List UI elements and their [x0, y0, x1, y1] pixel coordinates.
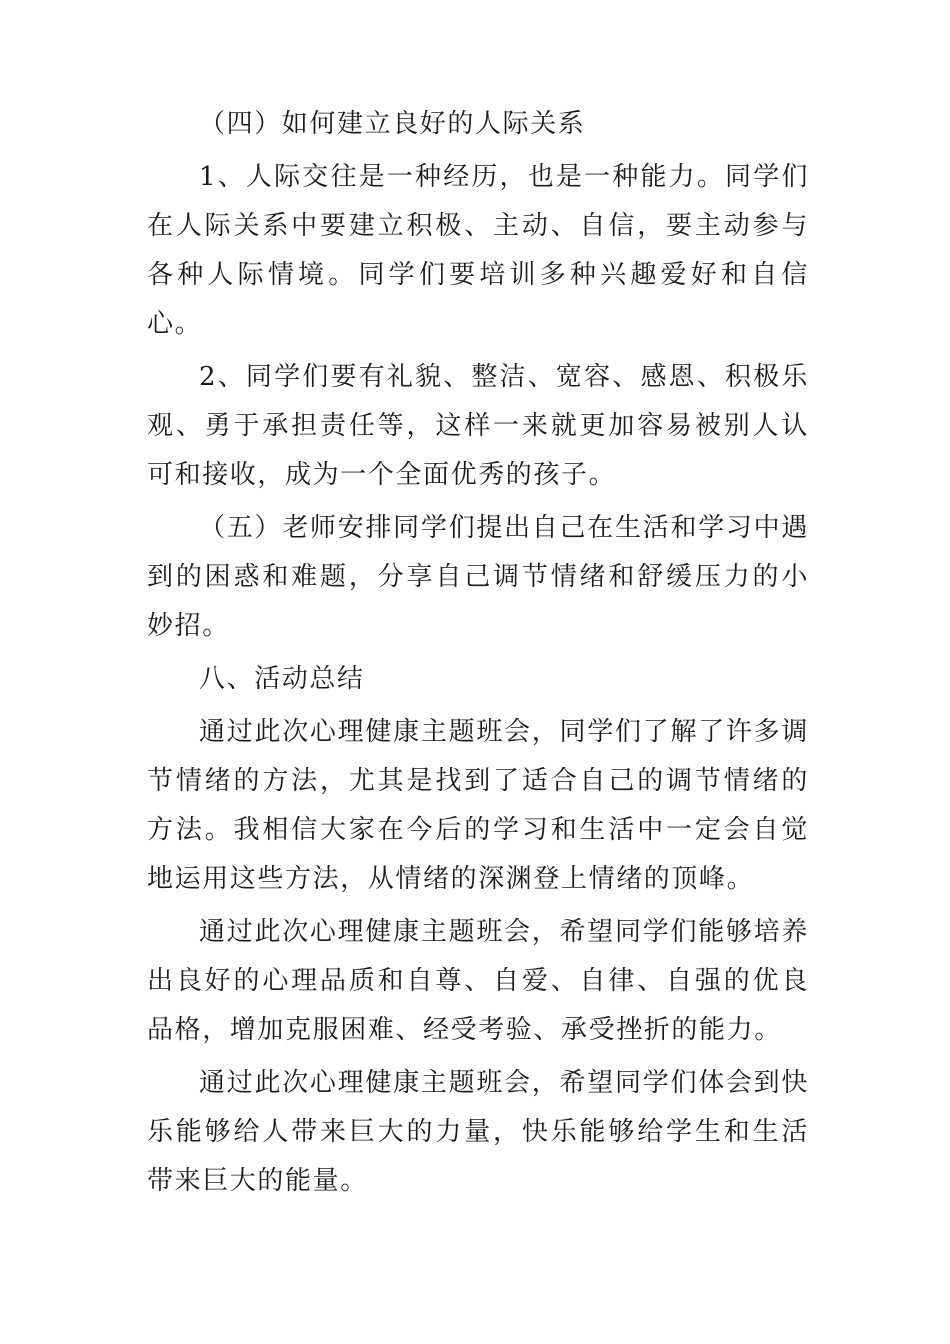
paragraph-2: 2、同学们要有礼貌、整洁、宽容、感恩、积极乐观、勇于承担责任等，这样一来就更加容易被别人认可和接收，成为一个全面优秀的孩子。: [147, 362, 809, 490]
summary-paragraph-3: 通过此次心理健康主题班会，希望同学们体会到快乐能够给人带来巨大的力量，快乐能够给学生和生活带来巨大的能量。: [147, 1068, 809, 1196]
section-heading-8: 八、活动总结: [199, 664, 365, 694]
document-body: [147, 100, 809, 1210]
paragraph-1: 1、人际交往是一种经历，也是一种能力。同学们在人际关系中要建立积极、主动、自信，要主动参与各种人际情境。同学们要培训多种兴趣爱好和自信心。: [147, 162, 809, 339]
section-heading-4: （四）如何建立良好的人际关系: [199, 109, 586, 139]
summary-paragraph-2: 通过此次心理健康主题班会，希望同学们能够培养出良好的心理品质和自尊、自爱、自律、自强的优良品格，增加克服困难、经受考验、承受挫折的能力。: [147, 917, 809, 1045]
summary-paragraph-1: 通过此次心理健康主题班会，同学们了解了许多调节情绪的方法，尤其是找到了适合自己的调节情绪的方法。我相信大家在今后的学习和生活中一定会自觉地运用这些方法，从情绪的深渊登上情绪的顶峰。: [147, 717, 809, 894]
paragraph-5: （五）老师安排同学们提出自己在生活和学习中遇到的困惑和难题，分享自己调节情绪和舒缓压力的小妙招。: [147, 513, 809, 641]
